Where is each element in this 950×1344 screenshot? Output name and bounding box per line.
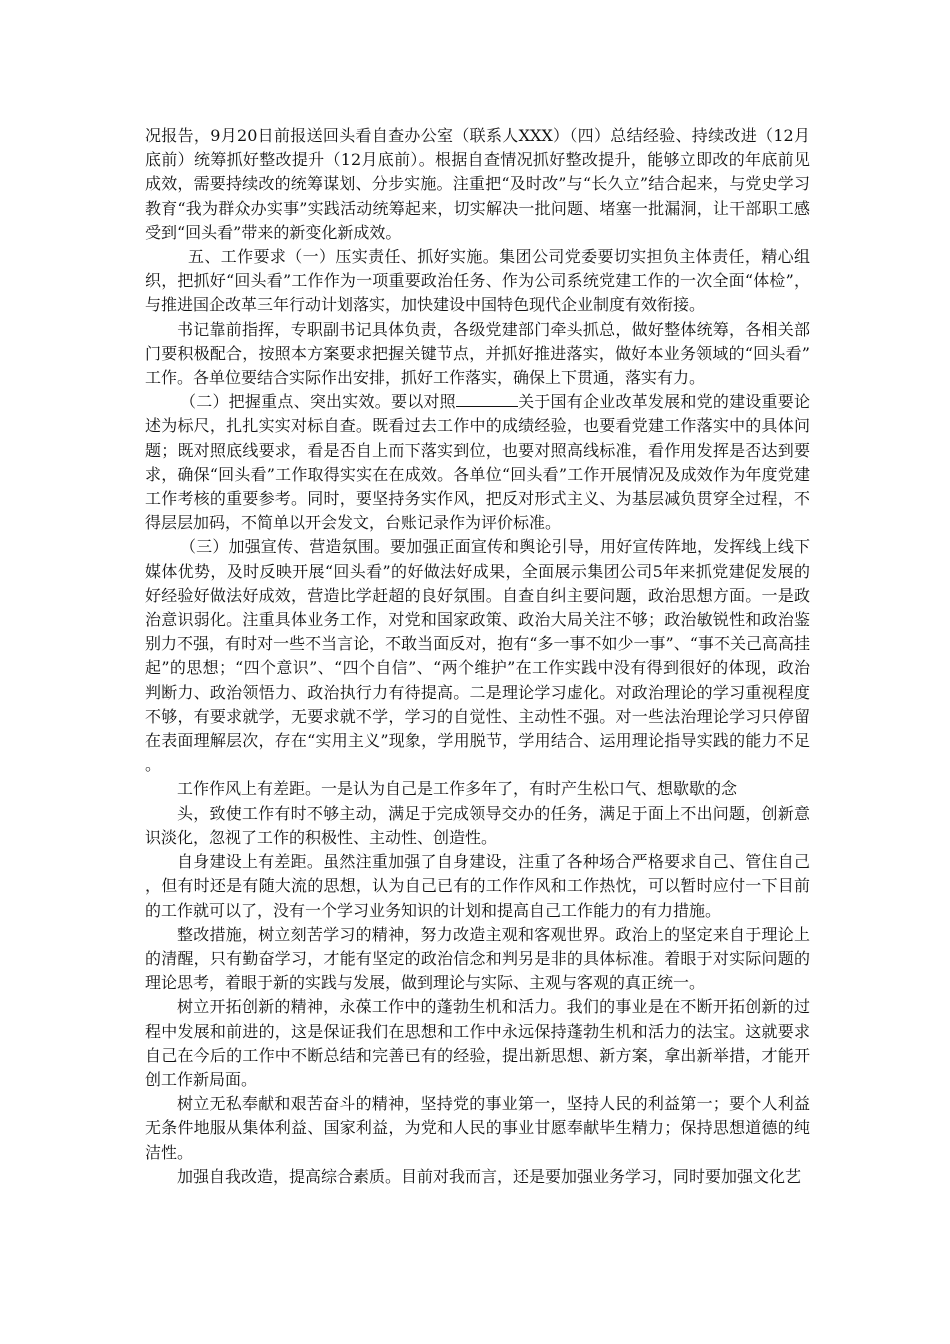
paragraph-selfless-dedication: 树立无私奉献和艰苦奋斗的精神，坚持党的事业第一，坚持人民的利益第一；要个人利益无条件地服从集体利益、国家利益，为党和人民的事业甘愿奉献毕生精力；保持思想道德的纯洁性。: [145, 1094, 810, 1162]
paragraph-publicity-and-problems: （三）加强宣传、营造氛围。要加强正面宣传和舆论引导，用好宣传阵地，发挥线上线下媒体优势，及时反映开展“回头看”的好做法好成果，全面展示集团公司5年来抓党建促发展的好经验好做法好成效，营造比学赶超的良好氛围。自查自纠主要问题，政治思想方面。一是政治意识弱化。注重具体业务工作，对党和国家政策、政治大局关注不够；政治敏锐性和政治鉴别力不强，有时对一些不当言论，不敢当面反对，抱有“多一事不如少一事”、“事不关己高高挂起”的思想；“四个意识”、“四个自信”、“两个维护”在工作实践中没有得到很好的体现，政治判断力、政治领悟力、政治执行力有待提高。二是理论学习虚化。对政治理论的学习重视程度不够，有要求就学，无要求就不学，学习的自觉性、主动性不强。对一些法治理论学习只停留在表面理解层次，存在“实用主义”现象，学用脱节，学用结合、运用理论指导实践的能力不足。: [145, 537, 810, 775]
paragraph-grasp-key-points: [145, 390, 810, 535]
paragraph-self-building-gap: 自身建设上有差距。虽然注重加强了自身建设，注重了各种场合严格要求自己、管住自己，但有时还是有随大流的思想，认为自己已有的工作作风和工作热忱，可以暂时应付一下目前的工作就可以了，没有一个学习业务知识的计划和提高自己工作能力的有力措施。: [145, 852, 810, 920]
paragraph-secretary-command: 书记靠前指挥，专职副书记具体负责，各级党建部门牵头抓总，做好整体统筹，各相关部门要积极配合，按照本方案要求把握关键节点，并抓好推进落实，做好本业务领域的“回头看”工作。各单位要结合实际作出安排，抓好工作落实，确保上下贯通，落实有力。: [145, 319, 810, 388]
paragraph-work-style-gap: 工作作风上有差距。一是认为自己是工作多年了，有时产生松口气、想歇歇的念: [177, 779, 738, 799]
paragraph-work-style-continued: 头，致使工作有时不够主动，满足于完成领导交办的任务，满足于面上不出问题，创新意识淡化，忽视了工作的积极性、主动性、创造性。: [145, 803, 810, 847]
paragraph-report-deadline: 况报告，9月20日前报送回头看自查办公室（联系人XXX）（四）总结经验、持续改进（12月底前）统筹抓好整改提升（12月底前）。根据自查情况抓好整改提升，能够立即改的年底前见成效，需要持续改的统筹谋划、分步实施。注重把“及时改”与“长久立”结合起来，与党史学习教育“我为群众办实事”实践活动统筹起来，切实解决一批问题、堵塞一批漏洞，让干部职工感受到“回头看”带来的新变化新成效。: [145, 126, 810, 242]
paragraph-innovation-spirit: 树立开拓创新的精神，永葆工作中的蓬勃生机和活力。我们的事业是在不断开拓创新的过程中发展和前进的，这是保证我们在思想和工作中永远保持蓬勃生机和活力的法宝。这就要求自己在今后的工作中不断总结和完善已有的经验，提出新思想、新方案，拿出新举措，才能开创工作新局面。: [145, 997, 810, 1089]
paragraph-self-improvement: 加强自我改造，提高综合素质。目前对我而言，还是要加强业务学习，同时要加强文化艺: [177, 1166, 802, 1186]
paragraph-work-requirements: 五、工作要求（一）压实责任、抓好实施。集团公司党委要切实担负主体责任，精心组织，把抓好“回头看”工作作为一项重要政治任务、作为公司系统党建工作的一次全面“体检”，与推进国企改革三年行动计划落实，加快建设中国特色现代企业制度有效衔接。: [145, 247, 810, 315]
paragraph-rectification-measures: 整改措施，树立刻苦学习的精神，努力改造主观和客观世界。政治上的坚定来自于理论上的清醒，只有勤奋学习，才能有坚定的政治信念和判另是非的具体标准。着眼于对实际问题的理论思考，着眼于新的实践与发展，做到理论与实际、主观与客观的真正统一。: [145, 924, 810, 993]
paragraph-text-after-blank: 关于国有企业改革发展和党的建设重要论述为标尺，扎扎实实对标自查。既看过去工作中的成绩经验，也要看党建工作落实中的具体问题；既对照底线要求，看是否自上而下落实到位，也要对照高线标准，看作用发挥是否达到要求，确保“回头看”工作取得实实在在成效。各单位“回头看”工作开展情况及成效作为年度党建工作考核的重要参考。同时，要坚持务实作风，把反对形式主义、为基层减负贯穿全过程，不得层层加码，不简单以开会发文，台账记录作为评价标准。: [145, 392, 810, 533]
document-page: [145, 124, 810, 1189]
fill-in-blank-line: [456, 391, 518, 407]
paragraph-text-before-blank: （二）把握重点、突出实效。要以对照: [180, 392, 456, 412]
